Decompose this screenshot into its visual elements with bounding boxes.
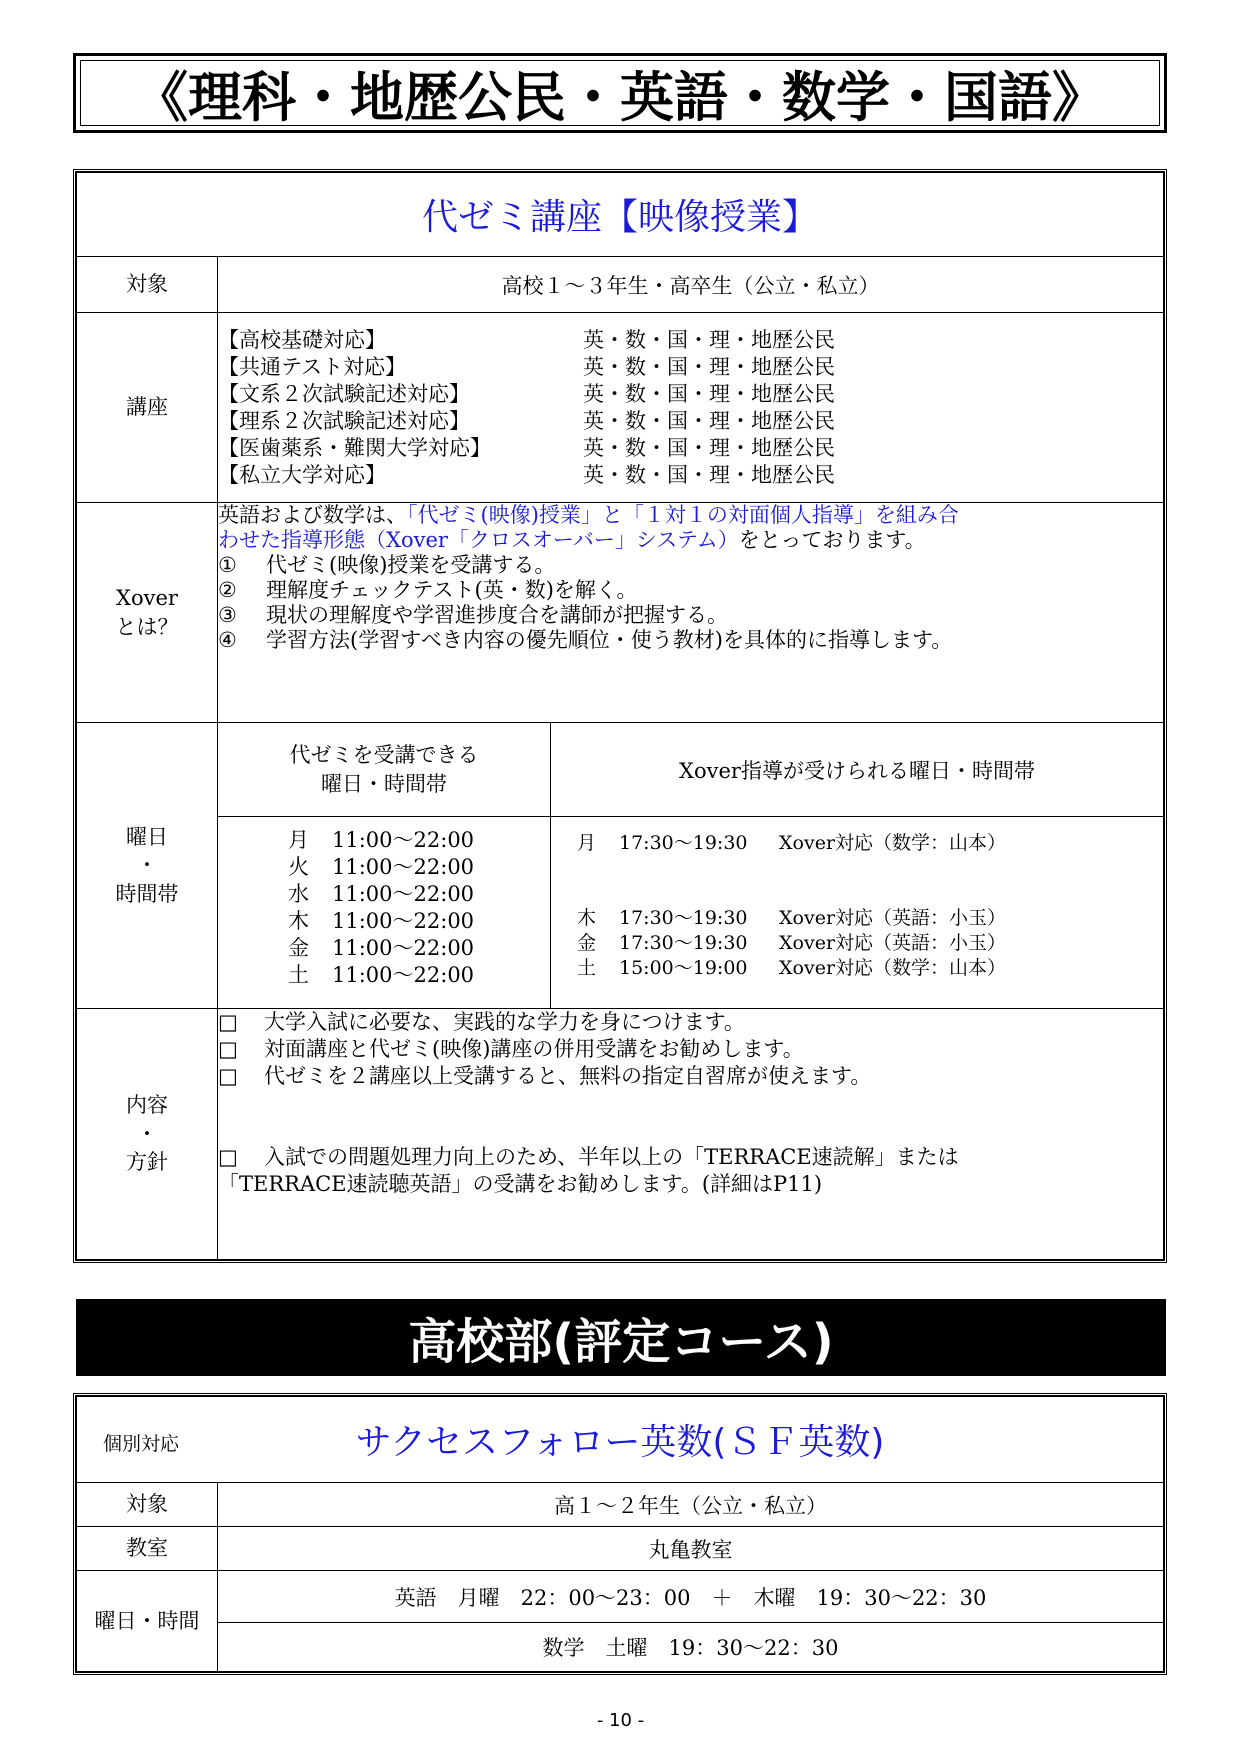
- schedule-day: 金: [288, 936, 309, 960]
- course-name: 【共通テスト対応】: [218, 354, 407, 379]
- step-text: 学習方法(学習すべき内容の優先順位・使う教材)を具体的に指導します。: [266, 628, 953, 652]
- schedule-day: 木: [577, 907, 597, 929]
- section2-heading: 高校部(評定コース): [76, 1299, 1166, 1376]
- schedule-note: Xover対応（英語：小玉）: [779, 932, 1007, 954]
- course-subjects: 英・数・国・理・地歴公民: [583, 381, 835, 406]
- schedule-time: 15:00～19:00: [619, 957, 748, 979]
- schedule-day: 月: [577, 832, 597, 854]
- english-schedule: 英語 月曜 22：00～23：00 ＋ 木曜 19：30～22：30: [218, 1571, 1164, 1623]
- checkbox-icon: □: [218, 1037, 238, 1061]
- schedule-row: [288, 908, 550, 935]
- xover-label-line: Xover: [116, 586, 178, 611]
- course-subjects: 英・数・国・理・地歴公民: [583, 327, 835, 352]
- math-schedule: 数学 土曜 19：30～22：30: [218, 1623, 1164, 1672]
- policy-item: [218, 1144, 1163, 1171]
- target-label: 対象: [77, 257, 218, 313]
- xover-step: [218, 553, 1163, 578]
- schedule-day: 金: [577, 932, 597, 954]
- room-label: 教室: [77, 1527, 218, 1571]
- xover-schedule-row: [577, 956, 1163, 981]
- header-line: 代ゼミを受講できる: [289, 743, 479, 768]
- time-label: 曜日・時間: [77, 1571, 218, 1672]
- schedule-day: 木: [288, 909, 309, 933]
- policy-text: 入試での問題処理力向上のため、半年以上の「TERRACE速読解」または: [264, 1145, 959, 1169]
- course-row: [218, 435, 1163, 462]
- step-text: 現状の理解度や学習進捗度合を講師が把握する。: [266, 603, 728, 627]
- schedule-time: 11:00～22:00: [332, 909, 475, 933]
- policy-text: 大学入試に必要な、実践的な学力を身につけます。: [264, 1010, 745, 1034]
- course-name: 【文系２次試験記述対応】: [218, 381, 470, 406]
- courses-label: 講座: [77, 313, 218, 503]
- xover-label-line: とは？: [115, 614, 179, 639]
- schedule-note: Xover対応（数学：山本）: [779, 832, 1007, 854]
- step-text: 代ゼミ(映像)授業を受講する。: [266, 553, 556, 577]
- schedule-row: [288, 935, 550, 962]
- step-number: ④: [218, 628, 237, 652]
- policy-text-continued: 「TERRACE速読聴英語」の受講をお勧めします。(詳細はP11): [218, 1172, 823, 1196]
- schedule-day: 水: [288, 882, 309, 906]
- schedule-time: 11:00～22:00: [332, 828, 475, 852]
- sf-course-table: [73, 1393, 1167, 1675]
- xover-schedule: [551, 817, 1164, 1009]
- yozemi-title: 代ゼミ講座【映像授業】: [77, 173, 1164, 257]
- xover-intro-highlight: 「代ゼミ(映像)授業」と「１対１の対面個人指導」を組み合: [407, 503, 959, 527]
- course-subjects: 英・数・国・理・地歴公民: [583, 354, 835, 379]
- course-name: 【医歯薬系・難関大学対応】: [218, 435, 491, 460]
- xover-schedule-header: Xover指導が受けられる曜日・時間帯: [551, 723, 1164, 817]
- yozemi-schedule: [218, 817, 551, 1009]
- policy-item: [218, 1009, 1163, 1036]
- schedule-row: [288, 881, 550, 908]
- xover-description: [218, 503, 1164, 723]
- schedule-row: [288, 854, 550, 881]
- policy-text: 代ゼミを２講座以上受講すると、無料の指定自習席が使えます。: [264, 1064, 872, 1088]
- xover-intro: [218, 503, 1163, 553]
- schedule-row: [288, 827, 550, 854]
- schedule-day: 土: [577, 957, 597, 979]
- step-number: ③: [218, 603, 237, 627]
- room-value: 丸亀教室: [218, 1527, 1164, 1571]
- target-value: 高１～２年生（公立・私立）: [218, 1483, 1164, 1527]
- course-subjects: 英・数・国・理・地歴公民: [583, 462, 835, 487]
- schedule-label-line: ・: [136, 853, 158, 878]
- courses-list: [218, 313, 1164, 503]
- step-number: ①: [218, 553, 237, 577]
- course-row: [218, 327, 1163, 354]
- step-text: 理解度チェックテスト(英・数)を解く。: [266, 578, 638, 602]
- policy-text: 対面講座と代ゼミ(映像)講座の併用受講をお勧めします。: [264, 1037, 804, 1061]
- xover-label: [77, 503, 218, 723]
- checkbox-icon: □: [218, 1145, 238, 1169]
- page-number: - 10 -: [596, 1710, 645, 1731]
- step-number: ②: [218, 578, 237, 602]
- course-name: 【私立大学対応】: [218, 462, 386, 487]
- target-label: 対象: [77, 1483, 218, 1527]
- course-row: [218, 381, 1163, 408]
- schedule-time: 11:00～22:00: [332, 963, 475, 987]
- yozemi-schedule-header: [218, 723, 551, 817]
- xover-schedule-row: [577, 831, 1163, 856]
- xover-intro-text: 英語および数学は、: [218, 503, 407, 527]
- schedule-time: 11:00～22:00: [332, 882, 475, 906]
- schedule-note: Xover対応（英語：小玉）: [779, 907, 1007, 929]
- schedule-time: 17:30～19:30: [619, 832, 748, 854]
- course-subjects: 英・数・国・理・地歴公民: [583, 435, 835, 460]
- course-name: 【理系２次試験記述対応】: [218, 408, 470, 433]
- xover-intro-text: をとっております。: [738, 528, 926, 552]
- schedule-label-line: 曜日: [126, 824, 168, 849]
- xover-step: [218, 628, 1163, 653]
- schedule-label: [77, 723, 218, 1009]
- xover-step: [218, 603, 1163, 628]
- xover-schedule-row: [577, 931, 1163, 956]
- schedule-day: 月: [288, 828, 309, 852]
- course-name: 【高校基礎対応】: [218, 327, 386, 352]
- policy-label-line: 内容: [126, 1093, 168, 1118]
- yozemi-course-table: [73, 169, 1167, 1263]
- course-row: [218, 354, 1163, 381]
- schedule-time: 11:00～22:00: [332, 855, 475, 879]
- schedule-day: 火: [288, 855, 309, 879]
- course-row: [218, 462, 1163, 489]
- sf-title-row: [77, 1397, 1164, 1483]
- policy-label: [77, 1009, 218, 1260]
- schedule-label-line: 時間帯: [115, 881, 179, 906]
- schedule-row: [288, 962, 550, 989]
- policy-label-line: ・: [136, 1121, 158, 1146]
- course-row: [218, 408, 1163, 435]
- kind-label: 個別対応: [103, 1433, 180, 1455]
- policy-item: [218, 1036, 1163, 1063]
- schedule-day: 土: [288, 963, 309, 987]
- policy-label-line: 方針: [126, 1150, 168, 1175]
- xover-step: [218, 578, 1163, 603]
- page-heading: 《理科・地歴公民・英語・数学・国語》: [73, 53, 1167, 133]
- policy-item: [218, 1063, 1163, 1090]
- xover-intro-highlight: わせた指導形態（Xover「クロスオーバー」システム）: [218, 528, 739, 552]
- header-line: 曜日・時間帯: [321, 771, 447, 796]
- checkbox-icon: □: [218, 1010, 238, 1034]
- schedule-time: 17:30～19:30: [619, 932, 748, 954]
- course-subjects: 英・数・国・理・地歴公民: [583, 408, 835, 433]
- target-value: 高校１～３年生・高卒生（公立・私立）: [218, 257, 1164, 313]
- schedule-time: 17:30～19:30: [619, 907, 748, 929]
- policy-list: [218, 1009, 1164, 1260]
- xover-schedule-row: [577, 906, 1163, 931]
- checkbox-icon: □: [218, 1064, 238, 1088]
- schedule-time: 11:00～22:00: [332, 936, 475, 960]
- schedule-note: Xover対応（数学：山本）: [779, 957, 1007, 979]
- sf-title: サクセスフォロー英数(ＳＦ英数): [355, 1422, 885, 1463]
